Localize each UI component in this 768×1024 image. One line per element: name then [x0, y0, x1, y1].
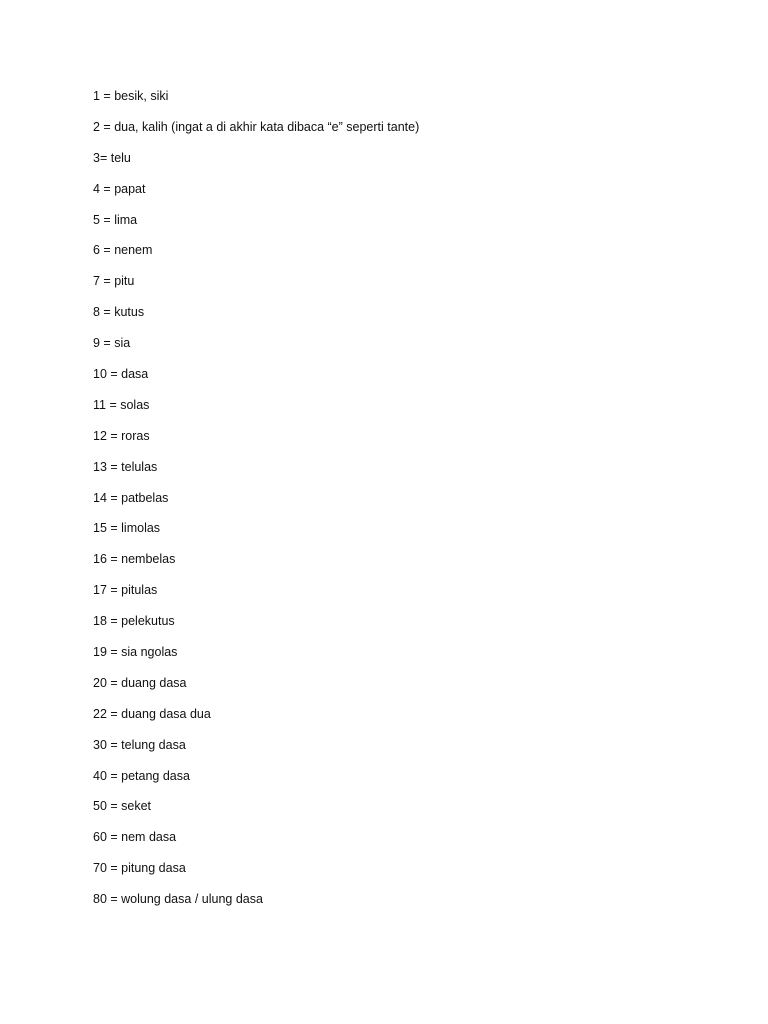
list-line: 12 = roras: [93, 428, 150, 443]
list-line: 11 = solas: [93, 397, 150, 412]
list-line: 1 = besik, siki: [93, 89, 169, 103]
list-line: 15 = limolas: [93, 521, 161, 536]
list-line: 13 = telulas: [93, 459, 158, 474]
list-line: 7 = pitu: [93, 274, 135, 289]
list-line: 40 = petang dasa: [93, 768, 190, 783]
list-line: 60 = nem dasa: [93, 830, 177, 845]
list-line: 22 = duang dasa dua: [93, 706, 211, 721]
list-line: 4 = papat: [93, 181, 146, 196]
list-line: 14 = patbelas: [93, 490, 169, 505]
list-line: 50 = seket: [93, 799, 152, 814]
number-word-list: [93, 86, 713, 920]
list-line: 9 = sia: [93, 336, 131, 351]
list-line: 3= telu: [93, 150, 131, 165]
list-line: 16 = nembelas: [93, 552, 176, 567]
list-line: 2 = dua, kalih (ingat a di akhir kata dibaca “e” seperti tante): [93, 119, 420, 134]
list-line: 8 = kutus: [93, 305, 145, 320]
list-line: 10 = dasa: [93, 367, 149, 382]
list-line: 70 = pitung dasa: [93, 861, 186, 876]
list-line: 18 = pelekutus: [93, 614, 175, 629]
list-line: 19 = sia ngolas: [93, 645, 178, 660]
list-line: 5 = lima: [93, 212, 138, 227]
list-line: 30 = telung dasa: [93, 737, 186, 752]
list-line: 80 = wolung dasa / ulung dasa: [93, 892, 263, 907]
list-line: 17 = pitulas: [93, 583, 158, 598]
list-line: 20 = duang dasa: [93, 675, 187, 690]
list-line: 6 = nenem: [93, 243, 153, 258]
